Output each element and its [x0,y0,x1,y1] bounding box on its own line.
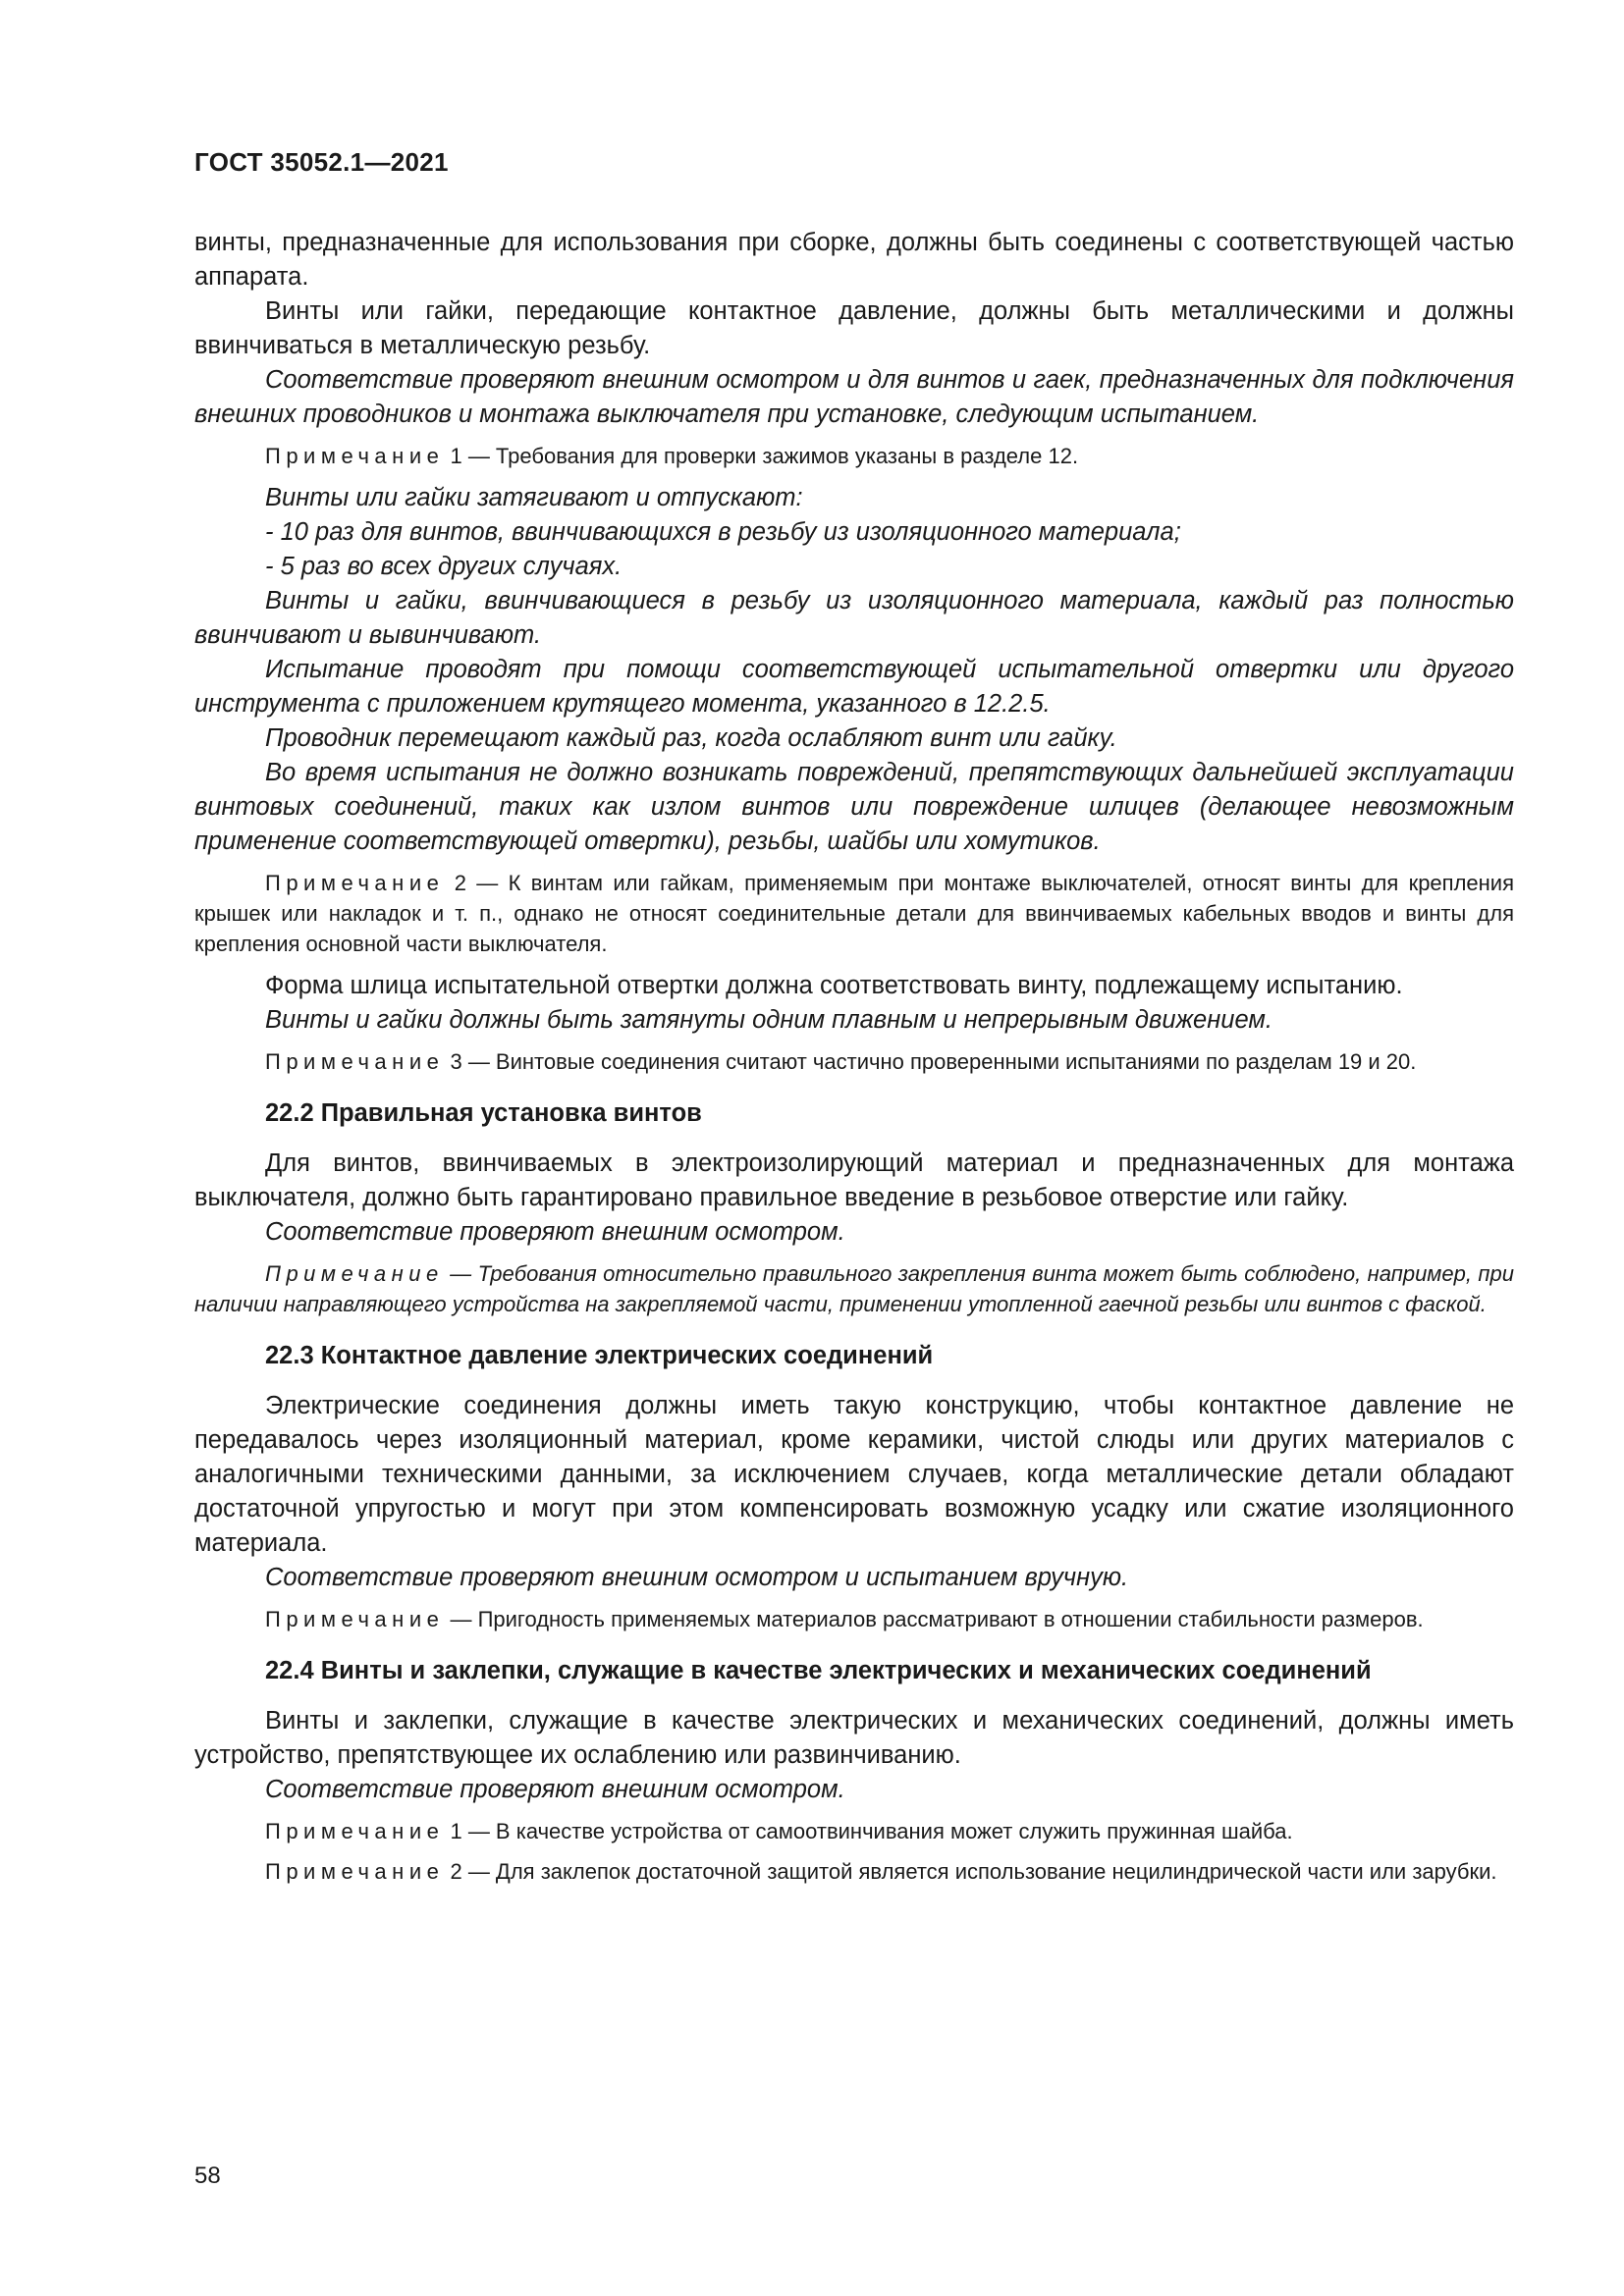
compliance-paragraph: Соответствие проверяют внешним осмотром и испытанием вручную. [265,1564,1129,1591]
note-text: 2 — К винтам или гайкам, применяемым при монтаже выключателей, относят винты для крепления крышек или накладок и т. п., однако не относят соединительные детали для ввинчиваемых кабельных вводов и винты для крепления основной части выключателя. [194,871,1514,956]
note-2 [194,868,1514,959]
note-label: Примечание [265,1607,445,1631]
page-header-title: ГОСТ 35052.1—2021 [194,147,449,177]
paragraph: Во время испытания не должно возникать повреждений, препятствующих дальнейшей эксплуатации винтовых соединений, таких как излом винтов или повреждение шлицев (делающее невозможным применение соответствующей отвертки), резьбы, шайбы или хомутиков. [194,759,1514,855]
note-text: — Пригодность применяемых материалов рассматривают в отношении стабильности размеров. [450,1607,1424,1631]
note-4 [194,1258,1514,1319]
page-number: 58 [194,2163,221,2189]
note-label: Примечание [265,444,445,468]
section-heading-22-3: 22.3 Контактное давление электрических соединений [265,1342,934,1369]
list-item: - 10 раз для винтов, ввинчивающихся в резьбу из изоляционного материала; [265,518,1181,546]
paragraph: Форма шлица испытательной отвертки должна соответствовать винту, подлежащему испытанию. [265,972,1403,999]
paragraph: Винты и заклепки, служащие в качестве электрических и механических соединений, должны иметь устройство, препятствующее их ослаблению или развинчиванию. [194,1707,1514,1769]
note-5 [194,1604,1514,1634]
paragraph: Винты и гайки должны быть затянуты одним плавным и непрерывным движением. [265,1006,1272,1034]
note-label: Примечание [265,1049,445,1074]
paragraph: Винты или гайки, передающие контактное давление, должны быть металлическими и должны ввинчиваться в металлическую резьбу. [194,297,1514,359]
note-label: Примечание [265,871,445,895]
note-label: Примечание [265,1859,445,1884]
note-text: 3 — Винтовые соединения считают частично проверенными испытаниями по разделам 19 и 20. [450,1049,1417,1074]
section-heading-22-4: 22.4 Винты и заклепки, служащие в качестве электрических и механических соединений [265,1657,1372,1684]
paragraph: Винты или гайки затягивают и отпускают: [265,484,803,511]
page-body [194,226,1514,1896]
section-heading-22-2: 22.2 Правильная установка винтов [265,1099,702,1127]
note-label: Примечание [265,1261,444,1286]
note-6 [194,1816,1514,1846]
note-text: — Требования относительно правильного закрепления винта может быть соблюдено, например, при наличии направляющего устройства на закрепляемой части, применении утопленной гаечной резьбы или винтов с фаской. [194,1261,1514,1316]
note-text: 1 — Требования для проверки зажимов указаны в разделе 12. [450,444,1079,468]
note-1 [194,441,1514,471]
compliance-paragraph: Соответствие проверяют внешним осмотром. [265,1218,845,1246]
paragraph: винты, предназначенные для использования при сборке, должны быть соединены с соответствующей частью аппарата. [194,229,1514,291]
paragraph: Для винтов, ввинчиваемых в электроизолирующий материал и предназначенных для монтажа выключателя, должно быть гарантировано правильное введение в резьбовое отверстие или гайку. [194,1149,1514,1211]
list-item: - 5 раз во всех других случаях. [265,553,623,580]
note-3 [194,1046,1514,1077]
note-text: 1 — В качестве устройства от самоотвинчивания может служить пружинная шайба. [450,1819,1293,1843]
paragraph: Проводник перемещают каждый раз, когда ослабляют винт или гайку. [265,724,1117,752]
note-label: Примечание [265,1819,445,1843]
compliance-paragraph: Соответствие проверяют внешним осмотром. [265,1776,845,1803]
paragraph: Винты и гайки, ввинчивающиеся в резьбу из изоляционного материала, каждый раз полностью ввинчивают и вывинчивают. [194,587,1514,649]
note-7 [194,1856,1514,1887]
compliance-paragraph: Соответствие проверяют внешним осмотром и для винтов и гаек, предназначенных для подключения внешних проводников и монтажа выключателя при установке, следующим испытанием. [194,366,1514,428]
paragraph: Электрические соединения должны иметь такую конструкцию, чтобы контактное давление не передавалось через изоляционный материал, кроме керамики, чистой слюды или других материалов с аналогичными техническими данными, за исключением случаев, когда металлические детали обладают достаточной упругостью и могут при этом компенсировать возможную усадку или сжатие изоляционного материала. [194,1392,1514,1557]
paragraph: Испытание проводят при помощи соответствующей испытательной отвертки или другого инструмента с приложением крутящего момента, указанного в 12.2.5. [194,656,1514,718]
note-text: 2 — Для заклепок достаточной защитой является использование нецилиндрической части или зарубки. [450,1859,1497,1884]
